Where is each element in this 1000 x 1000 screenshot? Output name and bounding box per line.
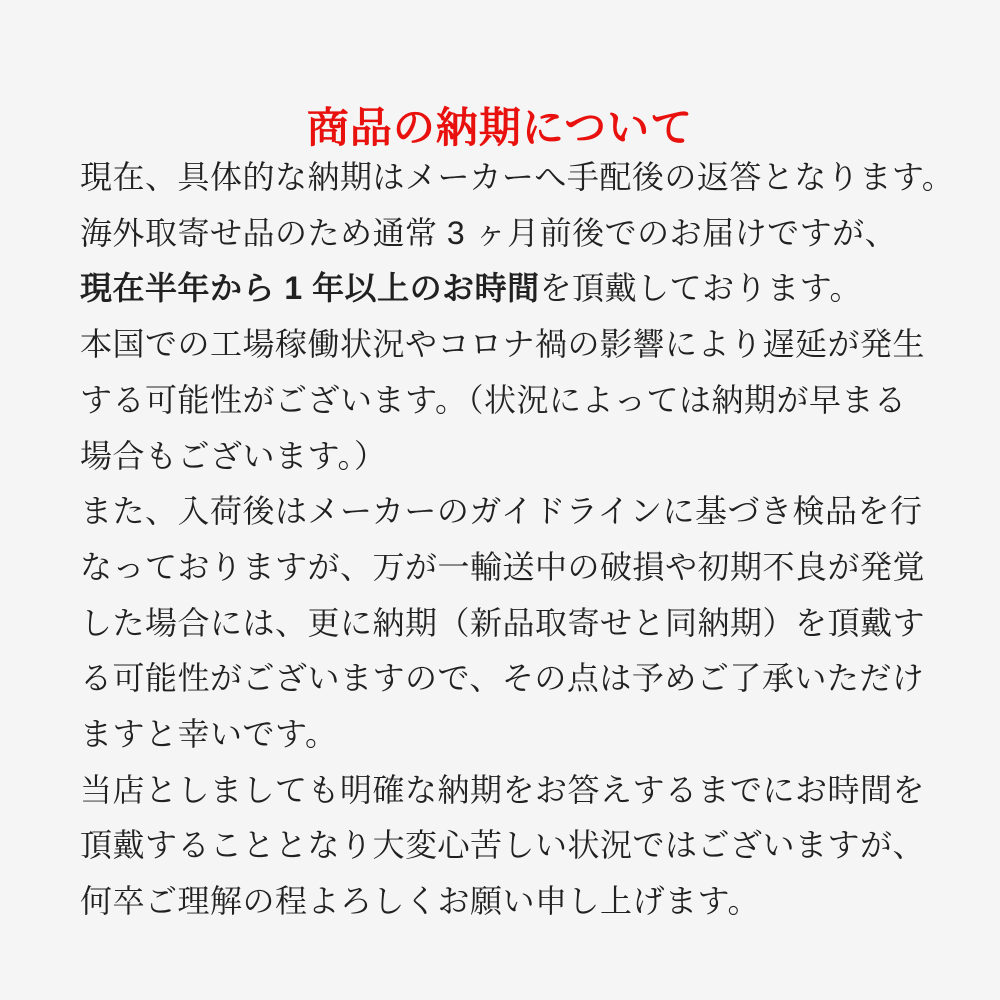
text-line bbox=[80, 150, 955, 206]
text-segment: 海外取寄せ品のため通常 3 ヶ月前後でのお届けですが、 bbox=[80, 214, 898, 251]
text-segment: 頂戴することとなり大変心苦しい状況ではございますが、 bbox=[80, 827, 926, 864]
text-line bbox=[80, 596, 945, 652]
notice-body bbox=[80, 150, 955, 930]
text-segment: ますと幸いです。 bbox=[80, 716, 338, 753]
text-line bbox=[80, 540, 945, 596]
text-line bbox=[80, 429, 945, 485]
text-segment: 場合もございます。） bbox=[80, 437, 387, 474]
text-segment: 本国での工場稼働状況やコロナ禍の影響により遅延が発生 bbox=[80, 326, 926, 363]
text-segment-bold: 現在半年から 1 年以上のお時間 bbox=[80, 270, 540, 307]
text-line bbox=[80, 206, 945, 262]
text-line bbox=[80, 373, 945, 429]
text-line bbox=[80, 317, 945, 373]
text-segment: した場合には、更に納期（新品取寄せと同納期）を頂戴す bbox=[80, 604, 926, 641]
text-line bbox=[80, 651, 945, 707]
text-line bbox=[80, 484, 945, 540]
text-line bbox=[80, 763, 945, 819]
text-segment: また、入荷後はメーカーのガイドラインに基づき検品を行 bbox=[80, 493, 923, 530]
text-line bbox=[80, 707, 945, 763]
text-line bbox=[80, 818, 945, 874]
text-segment: 当店としましても明確な納期をお答えするまでにお時間を bbox=[80, 771, 926, 808]
text-segment: る可能性がございますので、その点は予めご了承いただけ bbox=[80, 660, 925, 697]
notice-title: 商品の納期について bbox=[306, 104, 694, 152]
text-segment: なっておりますが、万が一輸送中の破損や初期不良が発覚 bbox=[80, 548, 926, 585]
text-segment: 現在、具体的な納期はメーカーへ手配後の返答となります。 bbox=[80, 159, 955, 195]
text-line bbox=[80, 874, 945, 930]
text-line bbox=[80, 261, 945, 317]
text-segment: を頂戴しております。 bbox=[539, 270, 863, 307]
text-segment: する可能性がございます。（状況によっては納期が早まる bbox=[80, 381, 907, 418]
text-segment: 何卒ご理解の程よろしくお願い申し上げます。 bbox=[80, 883, 760, 920]
